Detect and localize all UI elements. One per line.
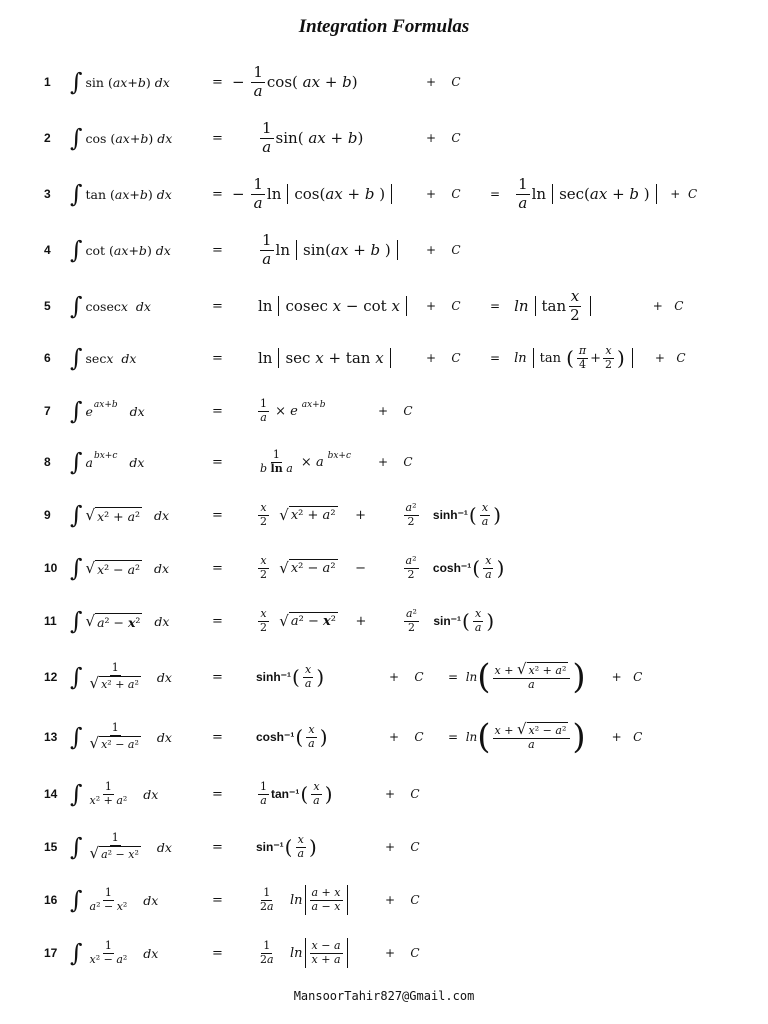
formula-number: 16 <box>44 893 58 907</box>
formula-row-1 <box>0 62 768 102</box>
author-email: MansoorTahir827@Gmail.com <box>293 989 475 1003</box>
formula-row-14 <box>0 773 768 815</box>
formula-number: 13 <box>44 730 58 744</box>
result: ln sec x + tan x <box>258 338 397 378</box>
constant: + C <box>426 75 461 89</box>
integrand: ∫ e ax+b dx <box>70 397 145 425</box>
formula-number: 5 <box>44 299 51 313</box>
result: $\frac{x}{2}$ √ a² − x² + $\frac{\text{a²}}{2}$ sin⁻¹ ( $\frac{x}{a}$ ) <box>260 606 495 634</box>
equals-sign: = <box>212 786 223 802</box>
formula-row-9 <box>0 494 768 536</box>
alternate-result: = ln tan $\frac{x}{2}$ + C <box>490 287 684 324</box>
formula-number: 17 <box>44 946 58 960</box>
result: ln cosec x − cot x <box>258 286 413 326</box>
formula-row-16 <box>0 879 768 921</box>
integrand: ∫ $\frac{1}{\text{a² − x²}}$ dx <box>70 885 159 914</box>
formula-number: 12 <box>44 670 58 684</box>
equals-sign: = <box>212 130 223 146</box>
formula-number: 10 <box>44 561 58 575</box>
constant: + C <box>426 187 461 201</box>
integrand: ∫ tan ( ax + b ) dx <box>70 180 172 208</box>
formula-number: 6 <box>44 351 51 365</box>
formula-number: 1 <box>44 75 51 89</box>
equals-sign: = <box>212 403 223 419</box>
constant: + C <box>378 404 413 418</box>
constant: + C <box>426 299 461 313</box>
formula-row-8 <box>0 442 768 482</box>
formula-number: 4 <box>44 243 51 257</box>
alternate-result: = ln ( x + √ x² + a² a ) + C <box>448 657 643 697</box>
result: − $\frac{1}{a}$ cos( ax + b ) <box>232 63 358 100</box>
integrand: ∫ cos ( ax + b ) dx <box>70 124 173 152</box>
formula-row-11 <box>0 600 768 642</box>
integrand: ∫ 1 √ a² − x² dx <box>70 831 172 863</box>
integrand: ∫ 1 √ x² + a² dx <box>70 661 172 693</box>
equals-sign: = <box>212 945 223 961</box>
equals-sign: = <box>212 560 223 576</box>
result: − $\frac{1}{a}$ ln cos( ax + b ) <box>232 174 398 214</box>
formula-row-4 <box>0 230 768 270</box>
integrand: ∫ √ x² − a² dx <box>70 554 170 582</box>
formula-row-17 <box>0 932 768 974</box>
integrand: ∫ sin ( ax + b ) dx <box>70 68 170 96</box>
equals-sign: = <box>212 350 223 366</box>
result: sinh⁻¹ ( $\frac{x}{a}$ ) <box>256 662 325 690</box>
result: sin⁻¹ ( $\frac{x}{a}$ ) <box>256 832 317 860</box>
formula-number: 8 <box>44 455 51 469</box>
constant: + C <box>385 840 420 854</box>
result: $\frac{x}{2}$ √ x² + a² + $\frac{\text{a²}}{2}$ sinh⁻¹ ( $\frac{x}{a}$ ) <box>260 500 502 528</box>
integrand: ∫ $\frac{1}{\text{x² + a²}}$ dx <box>70 779 159 808</box>
constant: + C <box>426 131 461 145</box>
constant: + C <box>426 243 461 257</box>
constant: + C <box>385 787 420 801</box>
formula-number: 14 <box>44 787 58 801</box>
formula-row-10 <box>0 547 768 589</box>
result: $\frac{1}{\text{b ln a}}$ × a bx+c <box>260 447 352 475</box>
integrand: ∫ cosec x dx <box>70 292 151 320</box>
alternate-result: = ln tan ( $\frac{\pi}{4}$ + $\frac{x}{2}$ ) + C <box>490 343 686 371</box>
result: $\frac{1}{a}$ tan⁻¹ ( $\frac{x}{a}$ ) <box>260 779 333 807</box>
formula-number: 15 <box>44 840 58 854</box>
constant: + C <box>389 670 424 684</box>
integrand: ∫ √ x² + a² dx <box>70 501 170 529</box>
formula-number: 3 <box>44 187 51 201</box>
equals-sign: = <box>212 839 223 855</box>
formula-number: 9 <box>44 508 51 522</box>
result: $\frac{x}{2}$ √ x² − a² − $\frac{\text{a²}}{2}$ cosh⁻¹ ( $\frac{x}{a}$ ) <box>260 553 505 581</box>
result: $\frac{1}{a}$ × e ax+b <box>260 396 326 424</box>
equals-sign: = <box>212 613 223 629</box>
formula-row-12 <box>0 652 768 702</box>
constant: + C <box>385 893 420 907</box>
formula-row-6 <box>0 338 768 378</box>
equals-sign: = <box>212 669 223 685</box>
formula-row-3 <box>0 174 768 214</box>
equals-sign: = <box>212 507 223 523</box>
formula-row-2 <box>0 118 768 158</box>
result: $\frac{1}{a}$ ln sin( ax + b ) <box>258 230 404 270</box>
equals-sign: = <box>212 454 223 470</box>
equals-sign: = <box>212 242 223 258</box>
formula-row-7 <box>0 392 768 430</box>
integrand: ∫ $\frac{1}{\text{x² − a²}}$ dx <box>70 938 159 967</box>
equals-sign: = <box>212 892 223 908</box>
result: $\frac{1}{a}$ sin( ax + b ) <box>262 119 364 156</box>
formula-row-5 <box>0 286 768 326</box>
equals-sign: = <box>212 186 223 202</box>
constant: + C <box>389 730 424 744</box>
integrand: ∫ 1 √ x² − a² dx <box>70 721 172 753</box>
formula-number: 2 <box>44 131 51 145</box>
equals-sign: = <box>212 298 223 314</box>
integrand: ∫ √ a² − x² dx <box>70 607 170 635</box>
formula-number: 11 <box>44 614 57 628</box>
integrand: ∫ cot ( ax + b ) dx <box>70 236 171 264</box>
alternate-result: = $\frac{1}{a}$ ln sec( ax + b ) + C <box>490 175 698 212</box>
alternate-result: = ln ( x + √ x² − a² a ) + C <box>448 717 643 757</box>
page-title: Integration Formulas <box>298 16 470 37</box>
integrand: ∫ a bx+c dx <box>70 448 145 476</box>
formula-row-15 <box>0 825 768 869</box>
result: cosh⁻¹ ( $\frac{x}{a}$ ) <box>256 722 328 750</box>
formula-row-13 <box>0 712 768 762</box>
constant: + C <box>385 946 420 960</box>
equals-sign: = <box>212 729 223 745</box>
integrand: ∫ sec x dx <box>70 344 137 372</box>
result: $\frac{1}{2a}$ ln $\frac{a + x}{a - x}$ <box>256 879 350 921</box>
result: $\frac{1}{2a}$ ln $\frac{x - a}{x + a}$ <box>256 932 350 974</box>
constant: + C <box>378 455 413 469</box>
equals-sign: = <box>212 74 223 90</box>
constant: + C <box>426 351 461 365</box>
formula-number: 7 <box>44 404 51 418</box>
